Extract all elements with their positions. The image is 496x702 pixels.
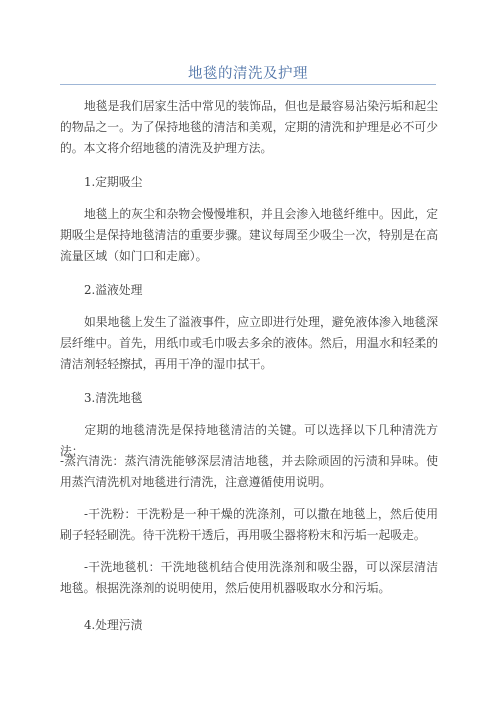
method-text-dry-machine: -干洗地毯机：干洗地毯机结合使用洗涤剂和吸尘器，可以深层清洁地毯。根据洗涤剂的说明使用，然后使用机器吸取水分和污垢。	[60, 560, 438, 595]
section-body-2	[60, 312, 438, 375]
method-item-dry-machine	[60, 557, 438, 599]
title-divider	[60, 84, 436, 85]
method-text-steam: -蒸汽清洗：蒸汽清洗能够深层清洁地毯，并去除顽固的污渍和异味。使用蒸汽清洗机对地毯进行清洗，注意遵循使用说明。	[60, 454, 438, 489]
section-heading-2: 2.溢液处理	[84, 283, 143, 297]
section-heading-3: 3.清洗地毯	[84, 391, 143, 405]
intro-text: 地毯是我们居家生活中常见的装饰品，但也是最容易沾染污垢和起尘的物品之一。为了保持地毯的清洁和美观，定期的清洗和护理是必不可少的。本文将介绍地毯的清洗及护理方法。	[60, 99, 438, 155]
section-body-text-2: 如果地毯上发生了溢液事件，应立即进行处理，避免液体渗入地毯深层纤维中。首先，用纸巾或毛巾吸去多余的液体。然后，用温水和轻柔的清洁剂轻轻擦拭，再用干净的湿巾拭干。	[60, 315, 438, 371]
section-heading-4: 4.处理污渍	[84, 618, 143, 632]
section-body-1	[60, 204, 438, 267]
section-body-text-1: 地毯上的灰尘和杂物会慢慢堆积，并且会渗入地毯纤维中。因此，定期吸尘是保持地毯清洁的重要步骤。建议每周至少吸尘一次，特别是在高流量区域（如门口和走廊）。	[60, 207, 438, 263]
page-title: 地毯的清洗及护理	[188, 66, 308, 82]
method-item-dry-powder	[60, 504, 438, 546]
section-body-text-3: 定期的地毯清洗是保持地毯清洁的关键。可以选择以下几种清洗方法：	[60, 423, 438, 458]
method-item-steam	[60, 451, 438, 493]
method-text-dry-powder: -干洗粉：干洗粉是一种干燥的洗涤剂，可以撒在地毯上，然后使用刷子轻轻刷洗。待干洗粉干透后，再用吸尘器将粉末和污垢一起吸走。	[60, 507, 438, 542]
intro-paragraph	[60, 96, 438, 159]
section-heading-1: 1.定期吸尘	[84, 175, 143, 189]
